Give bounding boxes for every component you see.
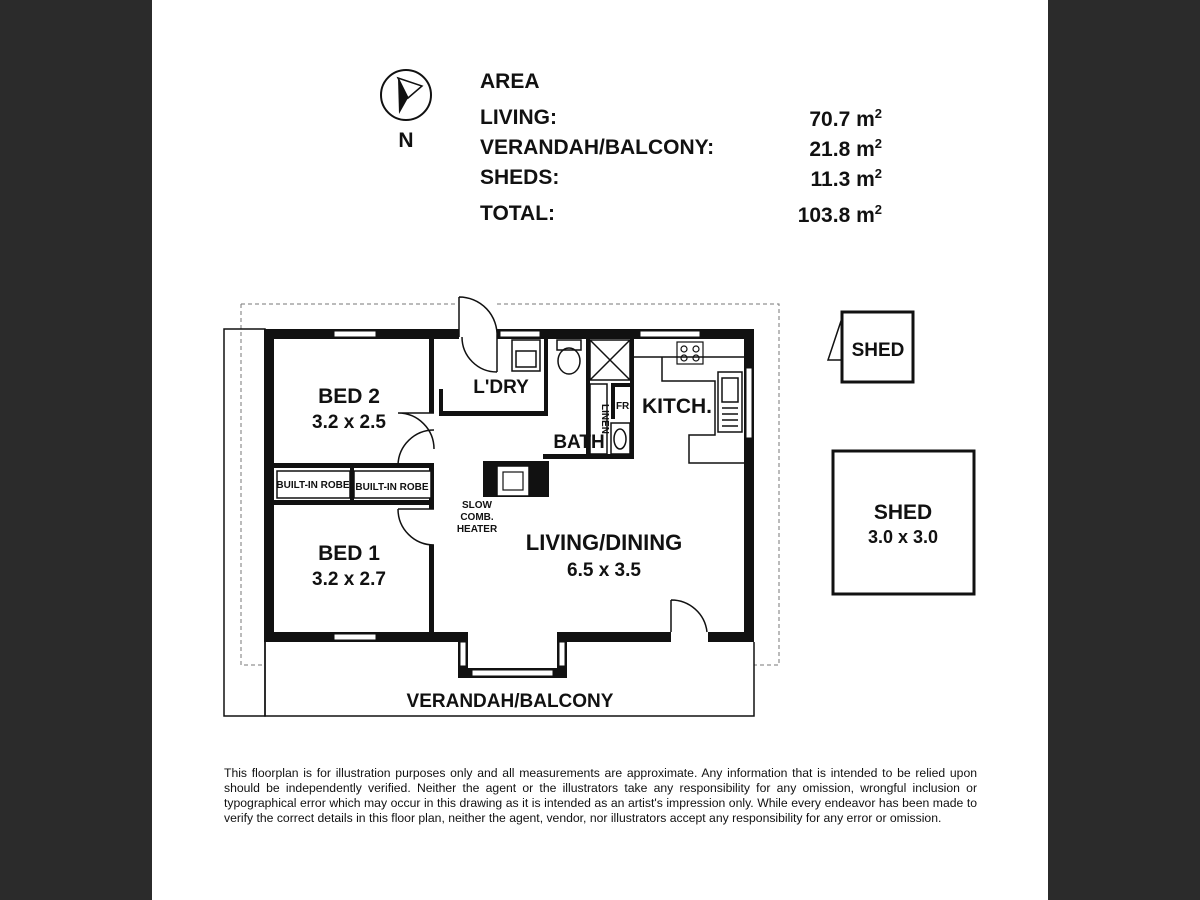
area-row-value: 21.8 $m^2$: [809, 136, 882, 161]
bath-label: BATH: [553, 432, 605, 453]
kitchen-sink-icon: [718, 372, 742, 432]
shed-large-size: 3.0 x 3.0: [867, 527, 939, 547]
disclaimer-text: This floorplan is for illustration purposes only and all measurements are approximate. Any information that is intended to be relied upon should be independently verified. Neither the agent or the illustrators take any responsibility for any omission, wrongful inclusion or typographical error which may occur in this drawing as it is intended as an artist's impression only. While every endeavor has been made to verify the correct details in this floor plan, neither the agent, vendor, nor illustrators accept any responsibility for any error or omission.: [224, 766, 977, 825]
living-size: 6.5 x 3.5: [567, 560, 641, 581]
heater-icon: [483, 461, 549, 497]
bed2-size: 3.2 x 2.5: [312, 412, 386, 433]
heater-label-line3: HEATER: [456, 524, 498, 535]
bed2-label: BED 2: [318, 385, 380, 408]
shed-small-door: [828, 318, 842, 360]
toilet-icon: [557, 340, 581, 374]
area-row-label: VERANDAH/BALCONY:: [480, 136, 715, 159]
linen-label: LINEN: [599, 404, 610, 434]
fridge-label: FR.: [615, 401, 633, 412]
area-row-value: 11.3 $m^2$: [810, 166, 882, 191]
area-heading: AREA: [480, 70, 540, 93]
bed1-label: BED 1: [318, 542, 380, 565]
robe-left-label: BUILT-IN ROBE: [276, 480, 350, 491]
verandah-label: VERANDAH/BALCONY: [406, 691, 614, 712]
verandah-side-outline: [224, 329, 265, 716]
compass-label: N: [398, 129, 414, 152]
bay-window: [458, 632, 567, 678]
laundry-label: L'DRY: [473, 377, 529, 398]
living-label: LIVING/DINING: [525, 530, 683, 555]
shed-large-label: SHED: [873, 501, 933, 524]
laundry-trough-icon: [512, 340, 540, 371]
door-swings: [398, 297, 707, 632]
robe-right-label: BUILT-IN ROBE: [355, 482, 429, 493]
shed-small-label: SHED: [851, 340, 905, 361]
area-row-label: LIVING:: [480, 106, 557, 129]
area-row-value: 103.8 $m^2$: [797, 202, 882, 227]
cooktop-icon: [677, 342, 703, 364]
shower-icon: [590, 340, 630, 380]
heater-label-line2: COMB.: [460, 512, 494, 523]
north-compass-icon: [381, 70, 431, 120]
area-row-value: 70.7 $m^2$: [809, 106, 882, 131]
heater-label-line1: SLOW: [462, 500, 492, 511]
area-row-label: TOTAL:: [480, 202, 556, 225]
area-row-label: SHEDS:: [480, 166, 560, 189]
bed1-size: 3.2 x 2.7: [312, 569, 386, 590]
vanity-basin-icon: [611, 423, 630, 454]
roof-outline-left: [241, 304, 265, 665]
kitchen-label: KITCH.: [642, 395, 712, 418]
